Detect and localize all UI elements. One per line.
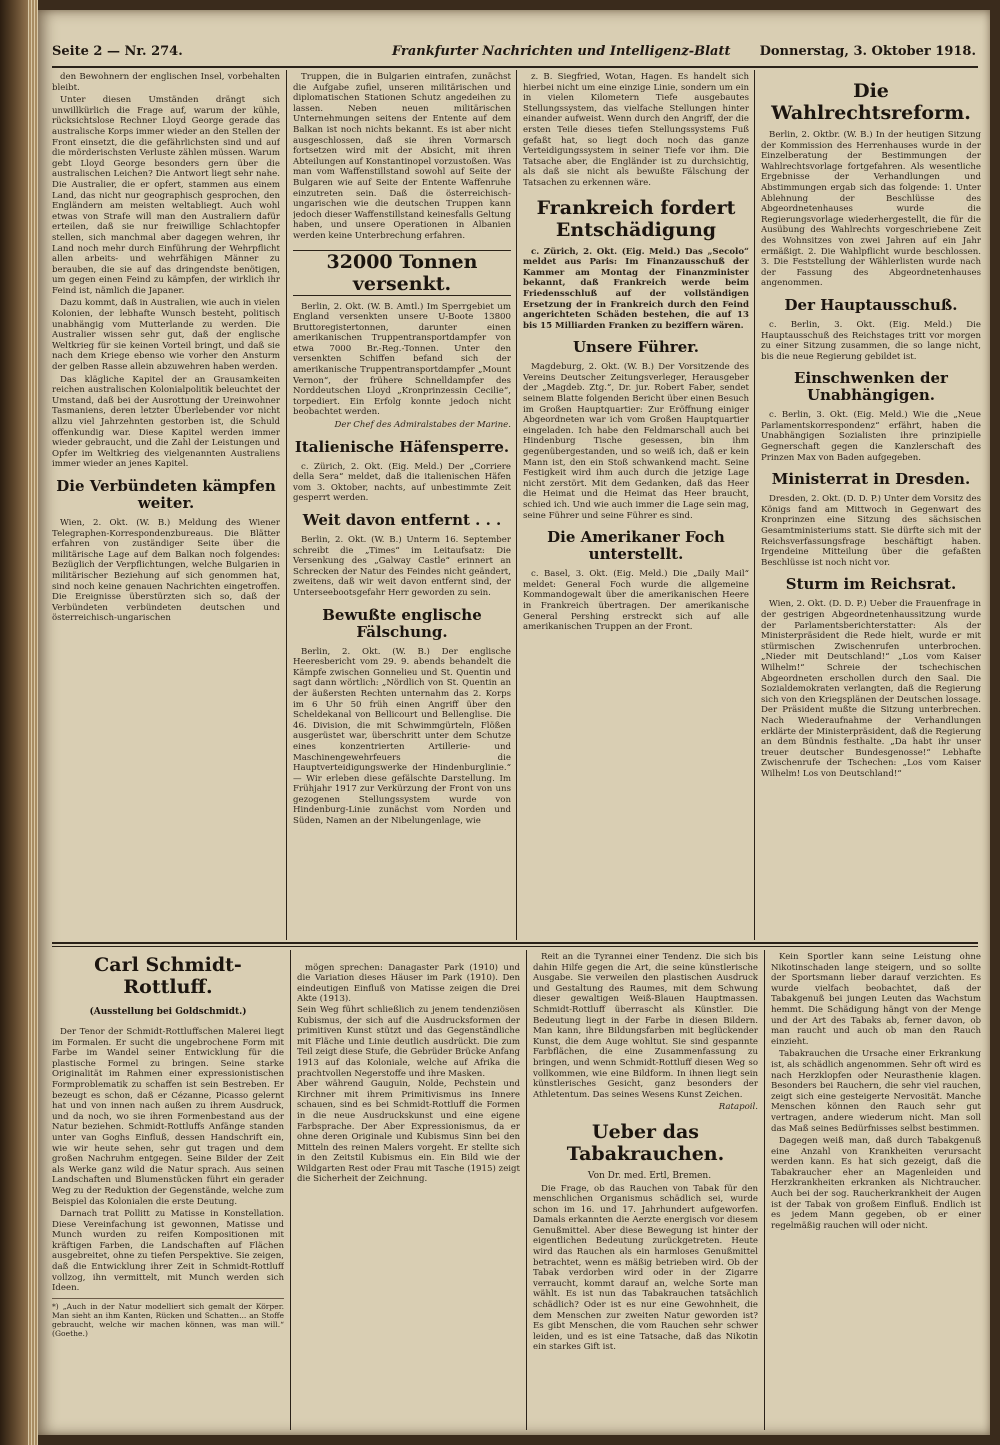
header-rule: [52, 66, 978, 68]
paragraph: Unter diesen Umständen drängt sich unwillkürlich die Frage auf, warum der kühle, rücksichtslose Rechner Lloyd George gerade das australische Korps immer wieder an den Stellen der Front einsetzt, die die gefährlichsten sind und auf die mörderischsten Verluste zählen müssen. Warum gebt Lloyd George besonders gern über die australischen Leichen? Die Antwort liegt sehr nahe. Die Australier, die er opfert, stammen aus einem Land, das nicht nur geographisch gesprochen, den Engländern am meisten weltabliegt. Auch wohl etwas von Strafe will man den Australiern dafür erteilen, daß sie nur freiwillige Schlachtopfer stellen, sich manchmal aber dagegen wehren, ihr Land noch mehr durch Einführung der Wehrpflicht allen arbeits- und wehrfähigen Männer zu berauben, die sie auf das dringendste benötigen, um gegen einen Feind zu kämpfen, der wirklich ihr Feind ist, nämlich die Japaner.: [52, 95, 280, 296]
headline-amerikaner: Die Amerikaner Foch unterstellt.: [547, 528, 725, 564]
feuilleton-column-2: [297, 952, 520, 1430]
headline-tonnen: 32000 Tonnen versenkt.: [293, 250, 511, 296]
headline-frankreich: Frankreich fordert Entschädigung: [536, 196, 736, 241]
feuilleton-subtitle: (Ausstellung bei Goldschmidt.): [89, 1007, 247, 1017]
signature: Ratapoil.: [718, 1102, 758, 1113]
headline-verbuendeten: Die Verbündeten kämpfen weiter.: [56, 476, 276, 512]
feuilleton-column-4: [771, 952, 981, 1430]
paragraph: Wien, 2. Okt. (D. D. P.) Ueber die Frauenfrage in der gestrigen Abgeordnetenhaussitzung wurde der Parlamentsberichterstatter: Als der Ministerpräsident die Rede hielt, wurde er mit stürmischen Zwischenrufen unterbrochen. „Nieder mit Deutschland!“ „Los vom Kaiser Wilhelm!“ Schreie der tschechischen Abgeordneten erschollen durch den Saal. Die Sozialdemokraten verlangten, daß die Regierung sich von den Kriegsplänen der Deutschen lossage. Der Präsident mußte die Sitzung unterbrechen. Nach Wiederaufnahme der Verhandlungen erklärte der Ministerpräsident, daß die Regierung an dem Bündnis festhalte. „Da habt ihr unser treuer deutscher Bundesgenosse!“ Lebhafte Zwischenrufe der Tschechen: „Los vom Kaiser Wilhelm! Los von Deutschland!“: [761, 599, 981, 779]
book-spine: [0, 0, 38, 1445]
paragraph: Wien, 2. Okt. (W. B.) Meldung des Wiener Telegraphen-Korrespondenzbureaus. Die Blätter erfahren von zuständiger Seite über die militärische Lage auf dem Balkan noch folgendes: Bezüglich der Verpflichtungen, welche Bulgarien in militärischer Beziehung auf sich genommen hat, sind noch keine genauen Nachrichten eingetroffen. Die Ereignisse überstürzten sich so, daß der Verbündeten verbündeten deutschen und österreichisch-ungarischen: [52, 517, 280, 624]
paragraph: c. Berlin, 3. Okt. (Eig. Meld.) Die Hauptausschuß des Reichstages tritt vor morgen zu einer Sitzung zusammen, die so lange nicht, bis die neue Regierung gebildet ist.: [761, 319, 981, 362]
headline-haefensperre: Italienische Häfensperre.: [294, 437, 510, 456]
feuilleton-column-3: [533, 952, 758, 1430]
signature: Der Chef des Admiralstabes der Marine.: [334, 420, 511, 431]
paragraph: Tabakrauchen die Ursache einer Erkrankung ist, als schädlich angenommen. Sehr oft wird es nach Herzklopfen oder Neurasthenie klagen. Besonders bei Rauchern, die sehr viel rauchen, zeigt sich eine gesteigerte Nervosität. Manche Menschen können den Rauch sehr gut vertragen, andere wiederum nicht. Man soll das Maß seines Bedürfnisses selbst bestimmen.: [771, 1049, 981, 1134]
headline-ministerrat: Ministerrat in Dresden.: [771, 470, 971, 489]
issue-date: Donnerstag, 3. Oktober 1918.: [759, 44, 976, 59]
headline-weit-davon: Weit davon entfernt . . .: [302, 511, 502, 529]
column-3: [523, 72, 749, 940]
paragraph: Dazu kommt, daß in Australien, wie auch in vielen Kolonien, der lebhafte Wunsch besteht, politisch unabhängig vom Mutterlande zu werden. Die Australier wissen sehr gut, daß der englische Weltkrieg für sie keinen Vorteil bringt, und daß sie nach dem Kriege ebenso wie vorher den Ansturm der gelben Rasse allein abzuwehren haben werden.: [52, 298, 280, 373]
paragraph: c. Berlin, 3. Okt. (Eig. Meld.) Wie die „Neue Parlamentskorrespondenz“ erfährt, haben die Unabhängigen Sozialisten ihre prinzipielle Gegnerschaft gegen die Kanzlerschaft des Prinzen Max von Baden aufgegeben.: [761, 410, 981, 463]
paragraph: Die Frage, ob das Rauchen von Tabak für den menschlichen Organismus schädlich sei, wurde schon im 16. und 17. Jahrhundert aufgeworfen. Damals erkannten die Aerzte energisch vor diesem Genußmittel. Aber diese Bewegung ist hinter der eigentlichen Bedeutung zurückgetreten. Heute wird das Rauchen als ein harmloses Genußmittel betrachtet, wenn es mäßig betrieben wird. Ob der Tabak verdorben wird oder in der Zigarre verraucht, kommt darauf an, welche Sorte man wählt. Es ist nun das Tabakrauchen tatsächlich schädlich? Oder ist es nur eine Gewohnheit, die dem Menschen zur zweiten Natur geworden ist? Es gibt Menschen, die vom Rauchen sehr schwer leiden, und es ist eine Tatsache, daß das Nikotin ein starkes Gift ist.: [533, 1183, 758, 1353]
paragraph: Berlin, 2. Okt. (W. B. Amtl.) Im Sperrgebiet um England versenkten unsere U-Boote 13800 Bruttoregistertonnen, darunter einen amerikanischen Truppentransportdampfer von etwa 7000 Br.-Reg.-Tonnen. Unter den versenkten Schiffen befand sich der amerikanische Truppentransportdampfer „Mount Vernon“, der frühere Schnelldampfer des Norddeutschen Lloyd „Kronprinzessin Cecilie“, torpediert. Ein Erfolg konnte jedoch nicht beobachtet werden.: [293, 301, 511, 418]
page-number: Seite 2 — Nr. 274.: [52, 44, 183, 59]
headline-wahlrechtsreform: Die Wahlrechtsreform.: [771, 80, 971, 124]
column-divider: [754, 70, 755, 940]
paragraph: Der Tenor der Schmidt-Rottluffschen Malerei liegt im Formalen. Er sucht die ungebrochene Form mit Farbe im Wandel seiner Entwicklung für die plastische Formel zu bringen. Seine starke Originalität im Rahmen einer expressionistischen Formproblematik zu schaffen ist sein Bestreben. Er bezeugt es schon, daß er Cézanne, Picasso gelernt hat und von innen nach außen zu ihrem Ausdruck, und da noch, wo sie ihren Formenbestand aus der Natur beziehen. Schmidt-Rottluffs Anfänge standen unter van Goghs Einfluß, dessen Handschrift ein, wie wir heute sehen, sehr gut tragen und dem großen Nachruhm entgegen. Seine Bilder der Zeit als Werke ganz wild die Natur sprach. Aus seinen Landschaften und Blumenstücken führt ein gerader Weg zu der Reduktion der Gegenstände, welche zum Beispiel das Kolonialen die erste Deutung.: [52, 1027, 284, 1207]
paragraph: Truppen, die in Bulgarien eintrafen, zunächst die Aufgabe zufiel, unseren militärischen und diplomatischen Stationen Schutz angedeihen zu lassen. Neben neuen militärischen Unternehmungen seitens der Entente auf dem Balkan ist noch nichts bekannt. Es ist aber nicht ausgeschlossen, daß sie ihren Vormarsch fortsetzen wird mit der Absicht, mit ihren Abteilungen auf Konstantinopel vorzustoßen. Was man vom Waffenstillstand sowohl auf Seite der Bulgaren wie auf Seite der Entente Waffenruhe einzutreten sein. Daß die österreichisch-ungarischen wie die deutschen Truppen kann jedoch dieser Waffenstillstand keinesfalls Geltung haben, und unsere Operationen in Albanien werden keine Unterbrechung erfahren.: [293, 72, 511, 241]
column-divider: [526, 950, 527, 1430]
page-header: [52, 40, 976, 64]
paragraph: Berlin, 2. Okt. (W. B.) Der englische Heeresbericht vom 29. 9. abends behandelt die Kämpfe zwischen Gonnelieu und St. Quentin und sagt dann wörtlich: „Nördlich von St. Quentin an der äußersten Rechten unternahm das 2. Korps im 6 Uhr 50 früh einen Angriff über den Scheldekanal von Bellicourt und Bellenglise. Die 46. Division, die mit Schwimmgürteln, Flößen ausgerüstet war, überschritt unter dem Schutze eines konzentrierten Artillerie- und Maschinengewehrfeuers die Hauptverteidigungswerke der Hindenburglinie.“ — Wir erleben diese gefälschte Darstellung. Im Frühjahr 1917 zur Verkürzung der Front von uns gezogenen Stellungssystem wurde von Hindenburg-Linie zunächst vom Norden und Süden, Namen an der Nibelungenlage, wie: [293, 646, 511, 827]
column-2: [293, 72, 511, 940]
paragraph: Das klägliche Kapitel der an Grausamkeiten reichen australischen Kolonialpolitik beleuchtet der Umstand, daß bei der Ausrottung der Ureinwohner Tasmaniens, deren letzter Überlebender vor nicht allzu viel Jahrzehnten gestorben ist, die Schuld offenkundig war. Diese Kapitel werden immer wieder gebraucht, und die Zahl der Leistungen und Opfer im Weltkrieg des vielgenannten Australiens immer wieder an jenes Kapitel.: [52, 374, 280, 470]
author-line: Von Dr. med. Ertl, Bremen.: [587, 1170, 712, 1181]
feuilleton-title: Carl Schmidt-Rottluff.: [94, 954, 242, 998]
footnote: *) „Auch in der Natur modelliert sich gemalt der Körper. Man sieht an ihm Kanten, Rücken und Schatten... an Stoffe gebraucht, welche wir machen können, was man will.“ (Goethe.): [52, 1298, 284, 1338]
headline-faelschung: Bewußte englische Fälschung.: [322, 605, 482, 641]
paragraph: c. Zürich, 2. Okt. (Eig. Meld.) Der „Corriere della Sera“ meldet, daß die italienischen Häfen vom 3. Oktober, nachts, auf unbestimmte Zeit gesperrt werden.: [293, 461, 511, 504]
column-divider: [290, 950, 291, 1430]
paragraph: Magdeburg, 2. Okt. (W. B.) Der Vorsitzende des Vereins Deutscher Zeitungsverleger, Herausgeber der „Magdeb. Ztg.“, Dr. jur. Robert Faber, sendet seinem Blatte folgenden Bericht über einen Besuch im Großen Hauptquartier: Zur Eröffnung einiger Abgeordneten war ich vom Großen Hauptquartier eingeladen. Ich habe den Feldmarschall auch bei Hindenburg Tische gesessen, bin ihm gegenübergestanden, und so weiß ich, daß er kein Mann ist, den ein Stoß schwankend macht. Seine Festigkeit wird ihm auch durch die jetzige Lage nicht zerstört. Mit dem Gedanken, daß das Heer die Heimat und die Heimat das Heer braucht, schied ich. Und wie auch immer die Lage sein mag, seine Führer und seine Führer es sind.: [523, 362, 749, 521]
column-divider: [286, 70, 287, 940]
headline-hauptausschuss: Der Hauptausschuß.: [784, 295, 958, 314]
headline-unsere-fuehrer: Unsere Führer.: [572, 338, 700, 357]
column-1: [52, 72, 280, 940]
newspaper-page: [38, 10, 990, 1435]
paragraph: Berlin, 2. Okt. (W. B.) Unterm 16. September schreibt die „Times“ im Leitaufsatz: Die Versenkung des „Galway Castle“ erinnert an Schrecken der Natur des Feindes nicht geändert, zweitens, daß wir weit davon entfernt sind, der Unterseebootsgefahr Herr geworden zu sein.: [293, 535, 511, 598]
paragraph: mögen sprechen: Danagaster Park (1910) und die Variation dieses Häuser im Park (1910). Den eindeutigen Einfluß von Matisse zeigen die Drei Akte (1913). Sein Weg führt schließlich zu jenem tendenziösen Kubismus, der sich auf die Ausdrucksformen der primitiven Kunst stützt und das Gegenständliche mit Fläche und Linie deutlich ausdrückt. Die zum Teil zeigt diese Stufe, die Gebrüder Brücke Anfang 1913 auf das Koloniale, welche auf Afrika die prachtvollen Negerstoffe und ihre Masken. Aber während Gauguin, Nolde, Pechstein und Kirchner mit ihrem Primitivismus ins Innere schauen, sind es bei Schmidt-Rottluff die Formen in die neue Ausdruckskunst und eine eigene Farbsprache. Der Aber Expressionismus, da er ohne deren Originale und Kubismus Sinn bei den Mitteln des reinen Malers vorgeht. Er stellte sich in den Zeitstil Kubismus ein. Ein Bild wie der Wildgarten Rest oder Frau mit Tasche (1915) zeigt die Sicherheit der Zeichnung.: [297, 962, 520, 1185]
headline-tabakrauchen: Ueber das Tabakrauchen.: [566, 1120, 725, 1165]
paragraph: Dresden, 2. Okt. (D. D. P.) Unter dem Vorsitz des Königs fand am Mittwoch in Gegenwart des Kronprinzen eine Sitzung des sächsischen Gesamtministeriums statt. Sie dürfte sich mit der Reichsverfassungsfrage beschäftigt haben. Irgendeine Mitteilung über die gefaßten Beschlüsse ist noch nicht vor.: [761, 494, 981, 568]
paragraph: Reit an die Tyrannei einer Tendenz. Die sich bis dahin Hilfe gegen die Art, die seine künstlerische Ausgabe. Sie verweilen den plastischen Ausdruck und Gestaltung des Raumes, mit dem Schwung dieser gewaltigen Weiß-Blauen Hauptmassen. Schmidt-Rottluff überrascht als Künstler. Die Bedeutung liegt in der Farbe in diesen Bildern. Man kann, ihre Bildungsfarben mit beglückender Kunst, die dem Auge wohltut. Sie sind gespannte Farbflächen, die eine Zusammenfassung zu bringen, und wenn Schmidt-Rottluff diesen Weg so vollkommen, wie eine Bildform. In ihnen liegt sein künstlerisches Gesicht, ganz besonders der Athletentum. Das seines Wesens Kunst Zeichen.: [533, 952, 758, 1100]
feuilleton-rule: [52, 942, 978, 944]
paragraph: Dagegen weiß man, daß durch Tabakgenuß eine Anzahl von Krankheiten verursacht werden kann. Es hat sich gezeigt, daß die Tabakraucher eher an Magenleiden und Herzkrankheiten erkranken als Nichtraucher. Auch bei der sog. Raucherkrankheit der Augen ist der Tabak von großem Einfluß. Endlich ist es jedem Mann gegeben, ob er einer regelmäßig rauchen will oder nicht.: [771, 1136, 981, 1231]
headline-sturm: Sturm im Reichsrat.: [785, 575, 957, 594]
paragraph: c. Basel, 3. Okt. (Eig. Meld.) Die „Daily Mail“ meldet: General Foch wurde die allgemeine Kommandogewalt über die amerikanischen Heere in Frankreich übertragen. Der amerikanische General Pershing erstreckt sich auf alle amerikanischen Truppen an der Front.: [523, 569, 749, 633]
paragraph: Darnach trat Pollitt zu Matisse in Konstellation. Diese Vereinfachung ist gewonnen, Matisse und Munch wurden zu reifen Kompositionen mit kräftigen Farben, die Landschaften auf Flächen ausgebreitet, ohne zu tiefen Perspektive. Sie zeigen, daß die Entwicklung ihrer Zeit in Schmidt-Rottluff vollzog, ihn vermittelt, mit Munch werden sich Ideen.: [52, 1209, 284, 1294]
column-divider: [764, 950, 765, 1430]
paragraph: c. Zürich, 2. Okt. (Eig. Meld.) Das „Secolo“ meldet aus Paris: Im Finanzausschuß der Kammer am Montag der Finanzminister bekannt, daß Frankreich werde beim Friedensschluß auf der vollständigen Ersetzung der in Frankreich durch den Feind angerichteten Schäden bestehen, die auf 13 bis 15 Milliarden Franken zu beziffern wären.: [523, 246, 749, 331]
headline-unabhaengige: Einschwenken der Unabhängigen.: [794, 369, 948, 405]
feuilleton-column-1: [52, 952, 284, 1430]
column-divider: [516, 70, 517, 940]
paragraph: den Bewohnern der englischen Insel, vorbehalten bleibt.: [52, 72, 280, 93]
paragraph: Berlin, 2. Oktbr. (W. B.) In der heutigen Sitzung der Kommission des Herrenhauses wurde in der Einzelberatung der Bestimmungen der Wahlrechtsvorlage fortgefahren. Als wesentliche Ergebnisse der Verhandlungen und Abstimmungen ergab sich das folgende: 1. Unter Ablehnung der Beschlüsse des Abgeordnetenhauses wurde die Regierungsvorlage wiederhergestellt, die für die Ausübung des Wahlrechts vorgeschriebene Zeit des Wohnsitzes von zwei Jahren auf ein Jahr ermäßigt. 2. Die Wahlpflicht wurde beschlossen. 3. Die Feststellung der Wählerlisten wurde nach der Fassung des Abgeordnetenhauses angenommen.: [761, 130, 981, 289]
paragraph: Kein Sportler kann seine Leistung ohne Nikotinschaden lange steigern, und so sollte der Sportsmann lieber darauf verzichten. Es wurde vielfach beobachtet, daß der Tabakgenuß bei jungen Leuten das Wachstum hemmt. Die Schädigung hängt von der Menge und der Art des Tabaks ab, ferner davon, ob man raucht und auch ob man den Rauch einzieht.: [771, 952, 981, 1047]
paragraph: z. B. Siegfried, Wotan, Hagen. Es handelt sich hierbei nicht um eine einzige Linie, sondern um ein in vielen Kilometern Tiefe ausgebautes Stellungssystem, das vielfache Stellungen hinter einander aufweist. Wenn durch den Angriff, der die ersten Teile dieses tiefen Stellungssystems Fuß gefaßt hat, so liegt doch noch das ganze Verteidigungssystem in seiner Tiefe vor ihm. Die Tatsache aber, die Engländer ist zu durchsichtig, als daß sie nicht als bewußte Fälschung der Tatsachen zu erkennen wäre.: [523, 72, 749, 188]
feuilleton-rule: [52, 946, 978, 947]
column-4: [761, 72, 981, 940]
newspaper-title: Frankfurter Nachrichten und Intelligenz-Blatt: [392, 44, 731, 59]
